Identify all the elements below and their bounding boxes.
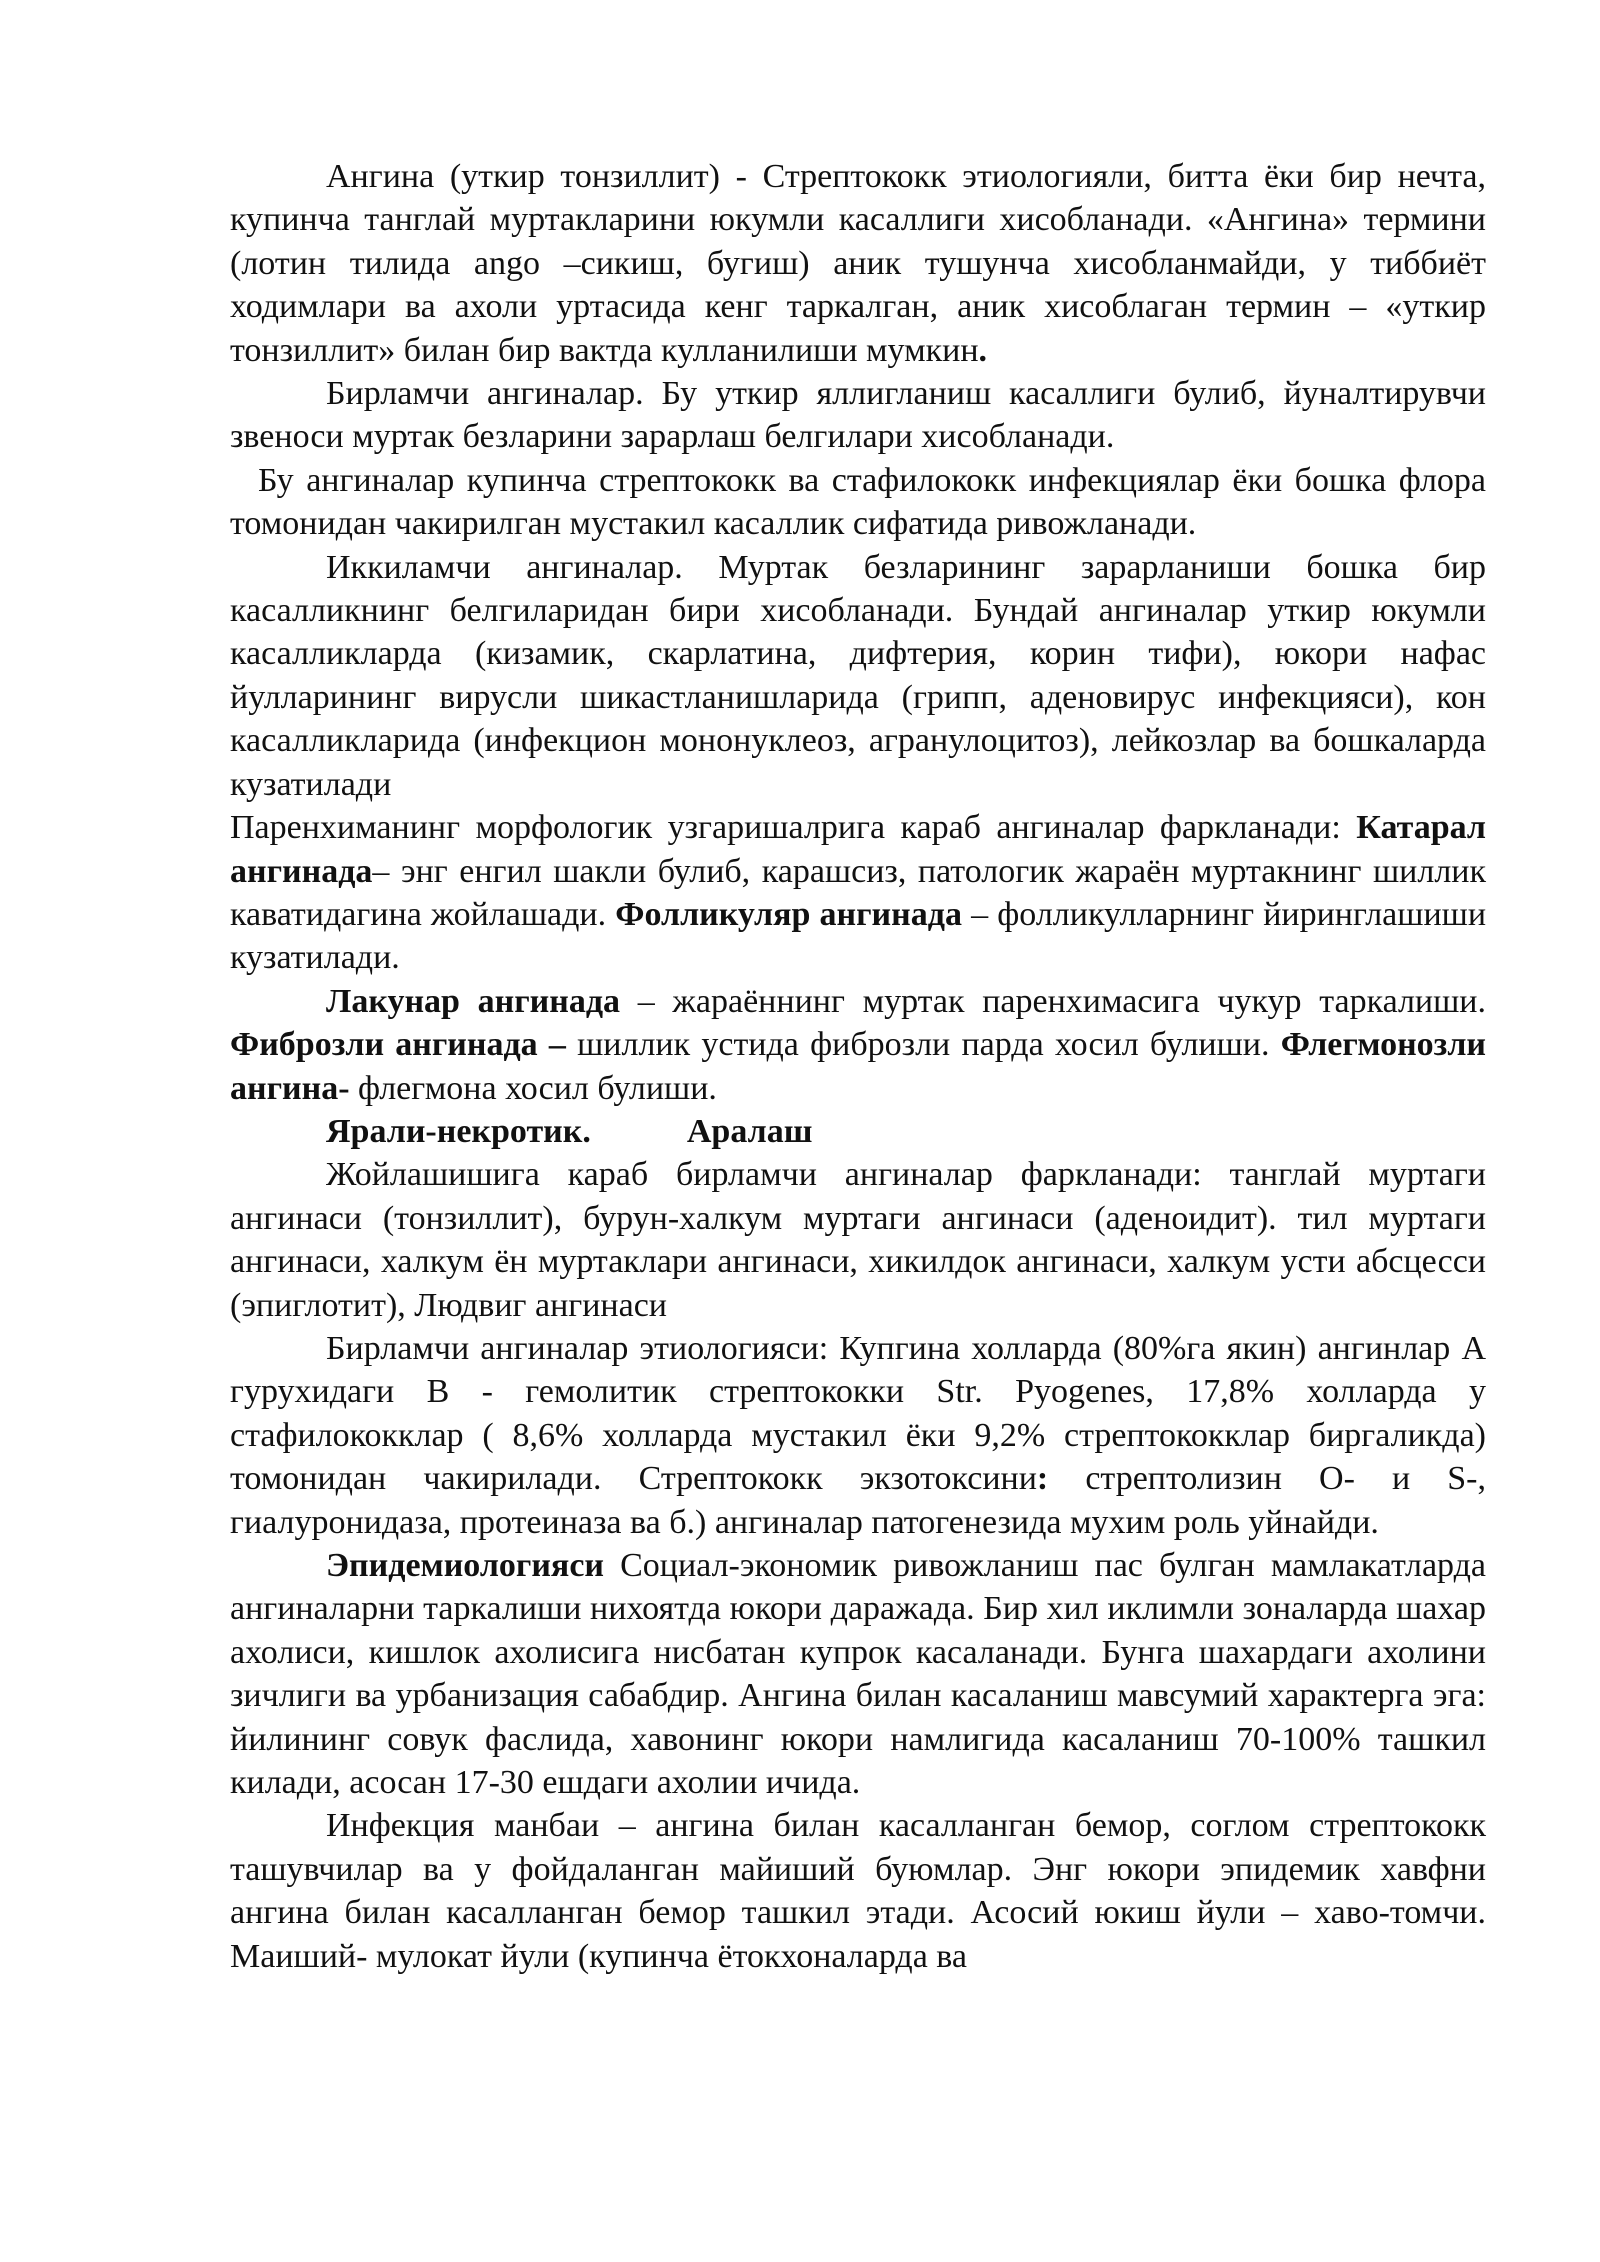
paragraph-text: – энг енгил шакли булиб, карашсиз, патологик жараён муртакнинг шиллик каватидагина жойлашади. [230, 852, 1486, 933]
paragraph-text: Социал-экономик ривожланиш пас булган мамлакатларда ангиналарни таркалиши нихоятда юкори даражада. Бир хил иклимли зоналарда шахар ахолиси, кишлок ахолисига нисбатан купрок касаланади. Бунга шахардаги ахолини зичлиги ва урбанизация сабабдир. Ангина билан касаланиш мавсумий характерга эга: йилининг совук фаслида, хавонинг юкори намлигида касаланиш 70-100% ташкил килади, асосан 17-30 ешдаги ахолии ичида. [230, 1547, 1486, 1802]
paragraph-primary: Бирламчи ангиналар. Бу уткир яллигланиш касаллиги булиб, йуналтирувчи звеноси муртак безларини зарарлаш белгилари хисобланади. [230, 375, 1486, 456]
paragraph-lacunar [230, 980, 1486, 1110]
paragraph-text: флегмона хосил булиши. [349, 1069, 717, 1107]
term-phlegmonous: Флегмонозли ангина- [230, 1026, 1486, 1107]
paragraph-ulcer [230, 1110, 1486, 1153]
paragraph-intro [230, 155, 1486, 372]
term-follicular: Фолликуляр ангинада [615, 895, 962, 933]
paragraph-text: стрептолизин О- и S-, гиалуронидаза, протеиназа ва б.) ангиналар патогенезида мухим роль уйнайди. [230, 1460, 1487, 1541]
term-ulcer-necrotic: Ярали-некротик. [326, 1112, 591, 1150]
paragraph-text: шиллик устида фиброзли парда хосил булиши. [565, 1026, 1281, 1064]
paragraph-primary-continued: Бу ангиналар купинча стрептококк ва стафилококк инфекциялар ёки бошка флора томонидан чакирилган мустакил касаллик сифатида ривожланади. [230, 461, 1486, 543]
paragraph-etiology [230, 1327, 1486, 1544]
paragraph-epidemiology [230, 1544, 1486, 1804]
term-lacunar: Лакунар ангинада [326, 982, 621, 1020]
term-catarrhal: Катарал ангинада [230, 809, 1486, 890]
paragraph-secondary: Иккиламчи ангиналар. Муртак безларининг зарарланиши бошка бир касалликнинг белгиларидан бири хисобланади. Бундай ангиналар уткир юкумли касалликларда (кизамик, скарлатина, дифтерия, корин тифи), юкори нафас йулларининг вирусли шикастланишларида (грипп, аденовирус инфекцияси), кон касалликларида (инфекцион мононуклеоз, агранулоцитоз), лейкозлар ва бошкаларда кузатилади [230, 548, 1486, 803]
paragraph-location: Жойлашишига караб бирламчи ангиналар фаркланади: танглай муртаги ангинаси (тонзиллит), бурун-халкум муртаги ангинаси (аденоидит). тил муртаги ангинаси, халкум ён муртаклари ангинаси, хикилдок ангинаси, халкум усти абсцесси (эпиглотит), Людвиг ангинаси [230, 1156, 1486, 1324]
term-epidemiology: Эпидемиологияси [326, 1547, 605, 1584]
document-page [230, 155, 1486, 1978]
paragraph-colon: : [1036, 1460, 1049, 1498]
paragraph-text: Бирламчи ангиналар этиологияси: Купгина холларда (80%га якин) ангинлар А гурухидаги В - гемолитик стрептококки Str. Pyogenes, 17,8% холларда у стафилококклар ( 8,6% холларда мустакил ёки 9,2% стрептококклар биргаликда) томонидан чакирилади. Стрептококк экзотоксини [230, 1329, 1486, 1498]
paragraph-text: – жараённинг муртак паренхимасига чукур таркалиши. [620, 982, 1486, 1020]
term-mixed: Аралаш [686, 1112, 813, 1150]
paragraph-source: Инфекция манбаи – ангина билан касалланган бемор, соглом стрептококк ташувчилар ва у фойдаланган майиший буюмлар. Энг юкори эпидемик хавфни ангина билан касалланган бемор ташкил этади. Асосий юкиш йули – хаво-томчи. Маиший- мулокат йули (купинча ётокхоналарда ва [230, 1807, 1486, 1975]
paragraph-text: Ангина (уткир тонзиллит) - Стрептококк этиологияли, битта ёки бир нечта, купинча танглай муртакларини юкумли касаллиги хисобланади. «Ангина» термини (лотин тилида ango –сикиш, бугиш) аник тушунча хисобланмайди, у тиббиёт ходимлари ва ахоли уртасида кенг таркалган, аник хисоблаган термин – «уткир тонзиллит» билан бир вактда кулланилиши мумкин [230, 158, 1486, 369]
paragraph-end-mark: . [978, 331, 988, 369]
term-fibrous: Фиброзли ангинада – [230, 1026, 566, 1064]
paragraph-parenchyma [230, 806, 1486, 980]
paragraph-text: – фолликулларнинг йиринглашиши кузатилади. [230, 895, 1487, 977]
paragraph-text: Паренхиманинг морфологик узгаришалрига караб ангиналар фаркланади: [230, 809, 1357, 847]
